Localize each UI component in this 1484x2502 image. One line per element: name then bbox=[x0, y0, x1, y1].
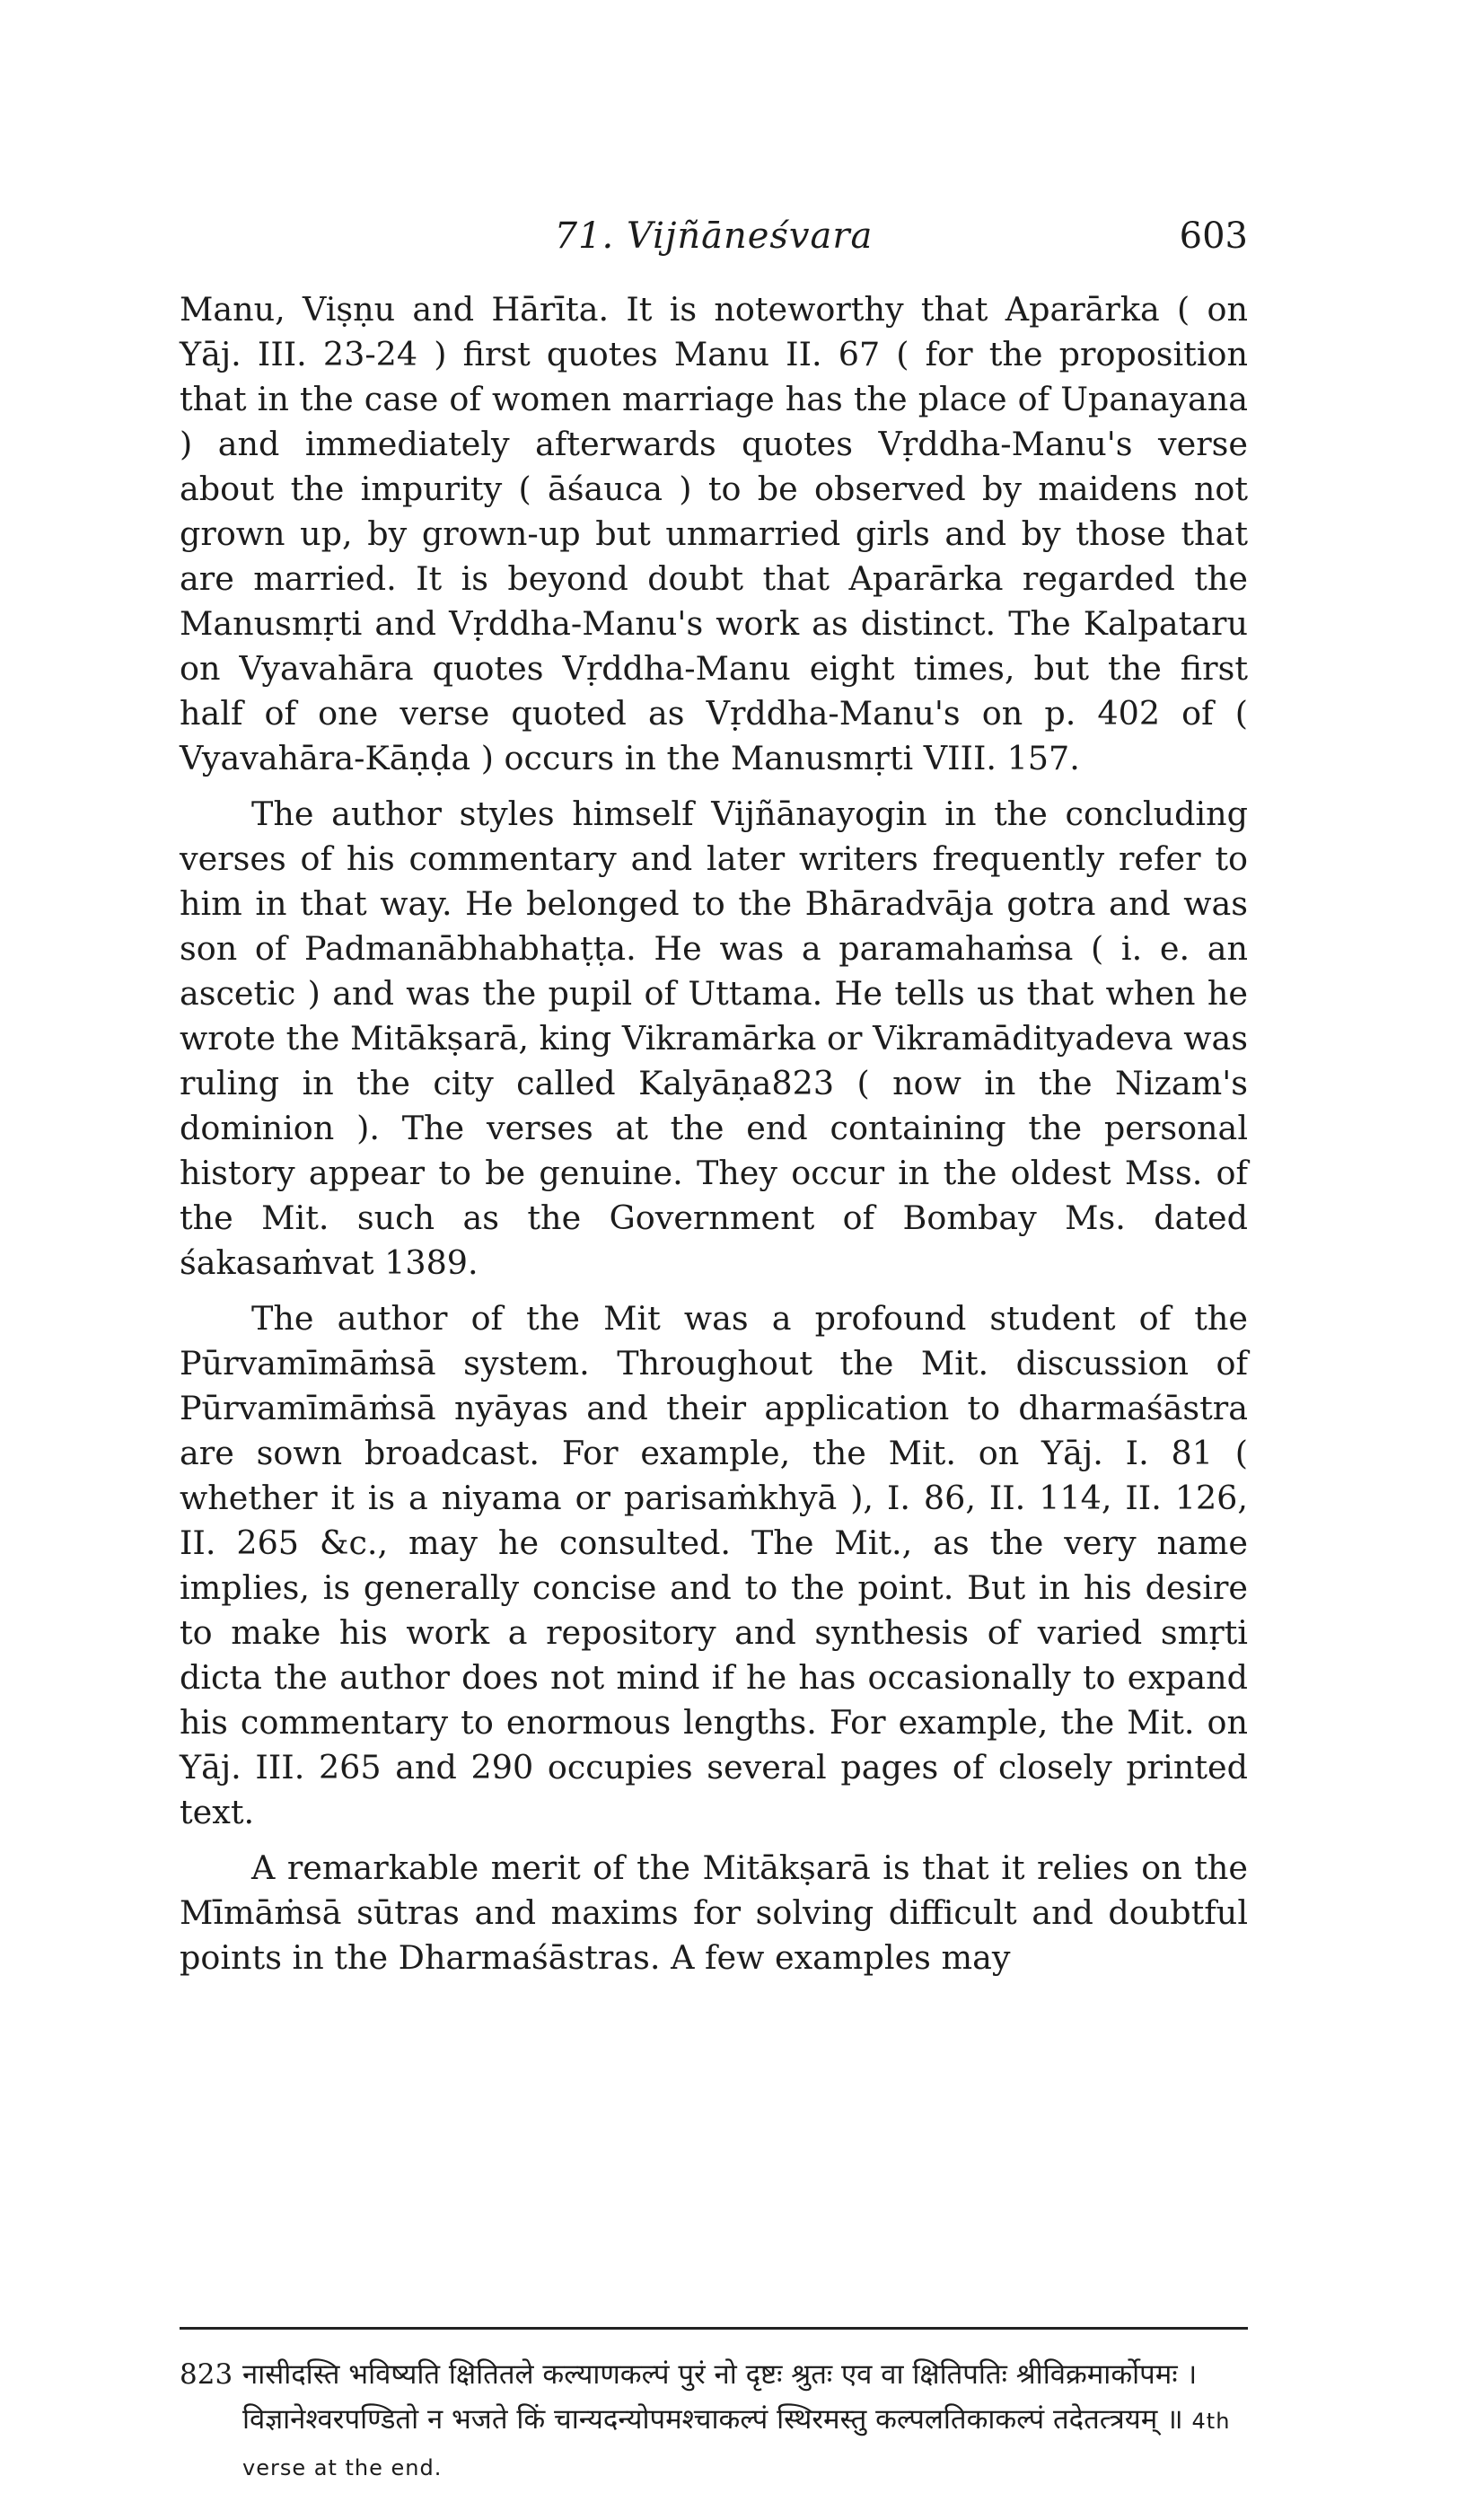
page-number: 603 bbox=[1179, 215, 1248, 257]
page-header bbox=[180, 215, 1248, 269]
footnote-divider bbox=[180, 2327, 1248, 2330]
running-title: 71. Vijñāneśvara bbox=[554, 215, 874, 257]
paragraph-3: The author of the Mit was a profound student of the Pūrvamīmāṁsā system. Throughout the Mit. discussion of Pūrvamīmāṁsā nyāyas and their application to dharmaśāstra are sown broadcast. For example, the Mit. on Yāj. I. 81 ( whether it is a niyama or parisaṁkhyā ), I. 86, II. 114, II. 126, II. 265 &c., may he consulted. The Mit., as the very name implies, is generally concise and to the point. But in his desire to make his work a repository and synthesis of varied smṛti dicta the author does not mind if he has occasionally to expand his commentary to enormous lengths. For example, the Mit. on Yāj. III. 265 and 290 occupies several pages of closely printed text. bbox=[180, 1299, 1248, 1831]
body-text bbox=[180, 287, 1248, 1991]
paragraph-1: Manu, Viṣṇu and Hārīta. It is noteworthy that Aparārka ( on Yāj. III. 23-24 ) first quotes Manu II. 67 ( for the proposition that in the case of women marriage has the place of Upanayana ) and immediately afterwards quotes Vṛddha-Manu's verse about the impurity ( āśauca ) to be observed by maidens not grown up, by grown-up but unmarried girls and by those that are married. It is beyond doubt that Aparārka regarded the Manusmṛti and Vṛddha-Manu's work as distinct. The Kalpataru on Vyavahāra quotes Vṛddha-Manu eight times, but the first half of one verse quoted as Vṛddha-Manu's on p. 402 of ( Vyavahāra-Kāṇḍa ) occurs in the Manusmṛti VIII. 157. bbox=[180, 290, 1248, 777]
paragraph-4: A remarkable merit of the Mitākṣarā is that it relies on the Mīmāṁsā sūtras and maxims for solving difficult and doubtful points in the Dharmaśāstras. A few examples may bbox=[180, 1848, 1248, 1977]
footnote-verse: नासीदस्ति भविष्यति क्षितितले कल्याणकल्पं पुरं नो दृष्टः श्रुतः एव वा क्षितिपतिः श्रीविक्रमार्कोपमः । विज्ञानेश्वरपण्डितो न भजते किं चान्यदन्योपमश्चाकल्पं स्थिरमस्तु कल्पलतिकाकल्पं तदेतत्त्रयम् ॥ bbox=[242, 2358, 1198, 2436]
footnote-body bbox=[242, 2352, 1239, 2490]
footnote-number: 823 bbox=[180, 2358, 233, 2391]
footnote bbox=[180, 2352, 1248, 2490]
footnote-trailer: 4th verse at the end. bbox=[242, 2409, 1231, 2480]
paragraph-2: The author styles himself Vijñānayogin in the concluding verses of his commentary and later writers frequently refer to him in that way. He belonged to the Bhāradvāja gotra and was son of Padmanābhabhaṭṭa. He was a paramahaṁsa ( i. e. an ascetic ) and was the pupil of Uttama. He tells us that when he wrote the Mitākṣarā, king Vikramārka or Vikramādityadeva was ruling in the city called Kalyāṇa823 ( now in the Nizam's dominion ). The verses at the end containing the personal history appear to be genuine. They occur in the oldest Mss. of the Mit. such as the Government of Bombay Ms. dated śakasaṁvat 1389. bbox=[180, 794, 1248, 1282]
